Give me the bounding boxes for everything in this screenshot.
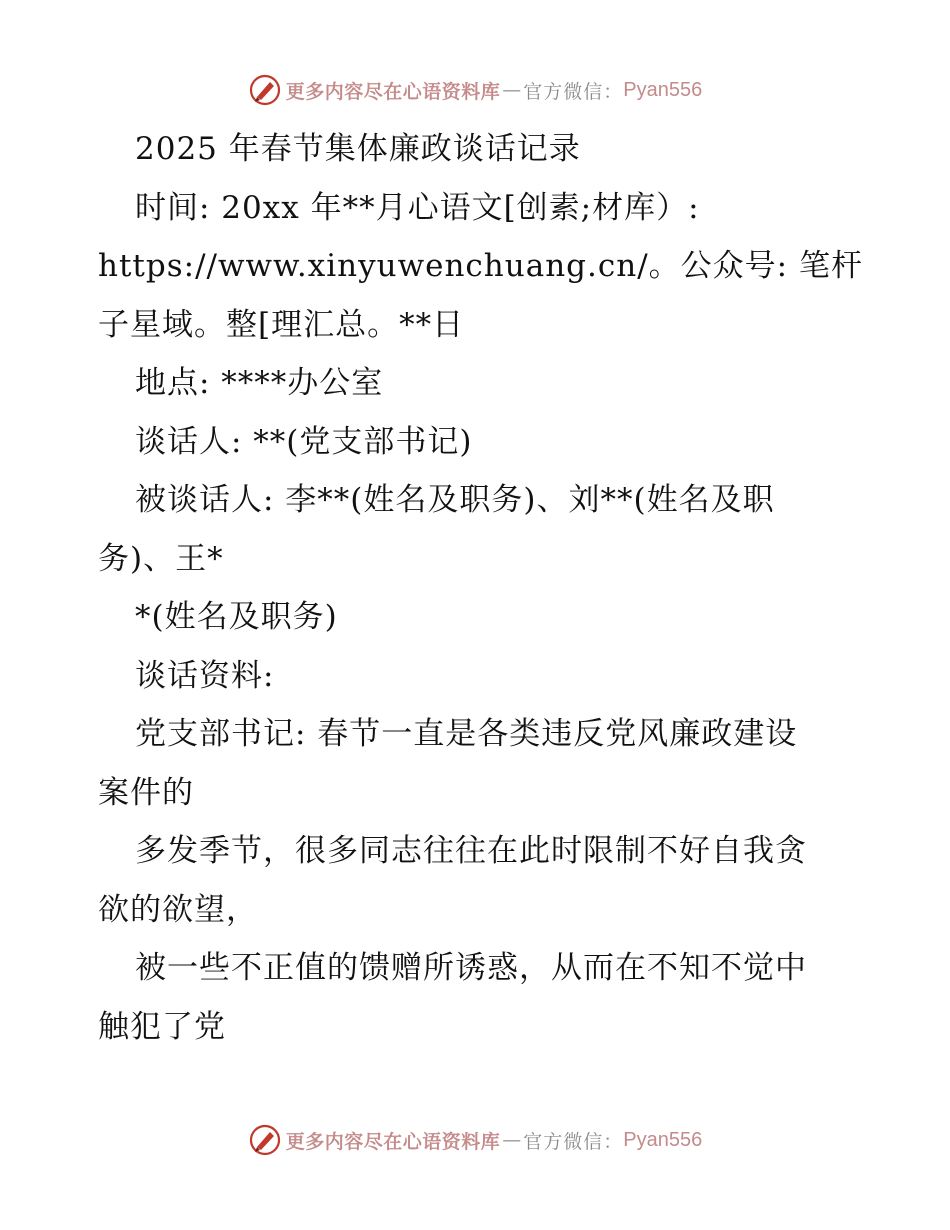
header-watermark [0, 70, 950, 110]
pen-logo-icon [248, 1123, 282, 1157]
watermark-label: 官方微信： [523, 1130, 624, 1153]
pen-logo-icon [248, 73, 282, 107]
doc-line: 党支部书记: 春节一直是各类违反党风廉政建设 [135, 716, 798, 752]
doc-line: *(姓名及职务) [135, 599, 338, 635]
doc-line: 欲的欲望， [98, 891, 258, 928]
doc-line: 子星域。整[理汇总。**日 [98, 306, 465, 343]
doc-line: 谈话人: **(党支部书记) [135, 423, 473, 460]
doc-line: 谈话资料: [135, 657, 275, 694]
doc-title: 2025 年春节集体廉政谈话记录 [135, 131, 581, 167]
watermark-id: Pyan556 [623, 78, 703, 101]
doc-line: 触犯了党 [98, 1008, 226, 1045]
doc-line: 务)、王* [98, 540, 224, 577]
doc-line: 被一些不正值的馈赠所诱惑，从而在不知不觉中 [135, 950, 807, 986]
watermark-dash: — [502, 79, 522, 101]
watermark-id: Pyan556 [623, 1128, 703, 1151]
doc-line: 案件的 [98, 774, 194, 811]
watermark-text: 更多内容尽在心语资料库 [285, 80, 501, 103]
doc-line: https://www.xinyuwenchuang.cn/。公众号: 笔杆 [98, 248, 863, 284]
footer-watermark [0, 1120, 950, 1160]
watermark-label: 官方微信： [523, 80, 624, 103]
doc-line: 多发季节，很多同志往往在此时限制不好自我贪 [135, 833, 807, 869]
doc-line: 时间: 20xx 年**月心语文[创素;材库）: [135, 189, 700, 226]
doc-line: 地点: ****办公室 [135, 365, 384, 401]
watermark-text: 更多内容尽在心语资料库 [285, 1130, 501, 1153]
watermark-dash: — [502, 1129, 522, 1151]
document-body [98, 120, 863, 1056]
doc-line: 被谈话人: 李**(姓名及职务)、刘**(姓名及职 [135, 482, 775, 518]
